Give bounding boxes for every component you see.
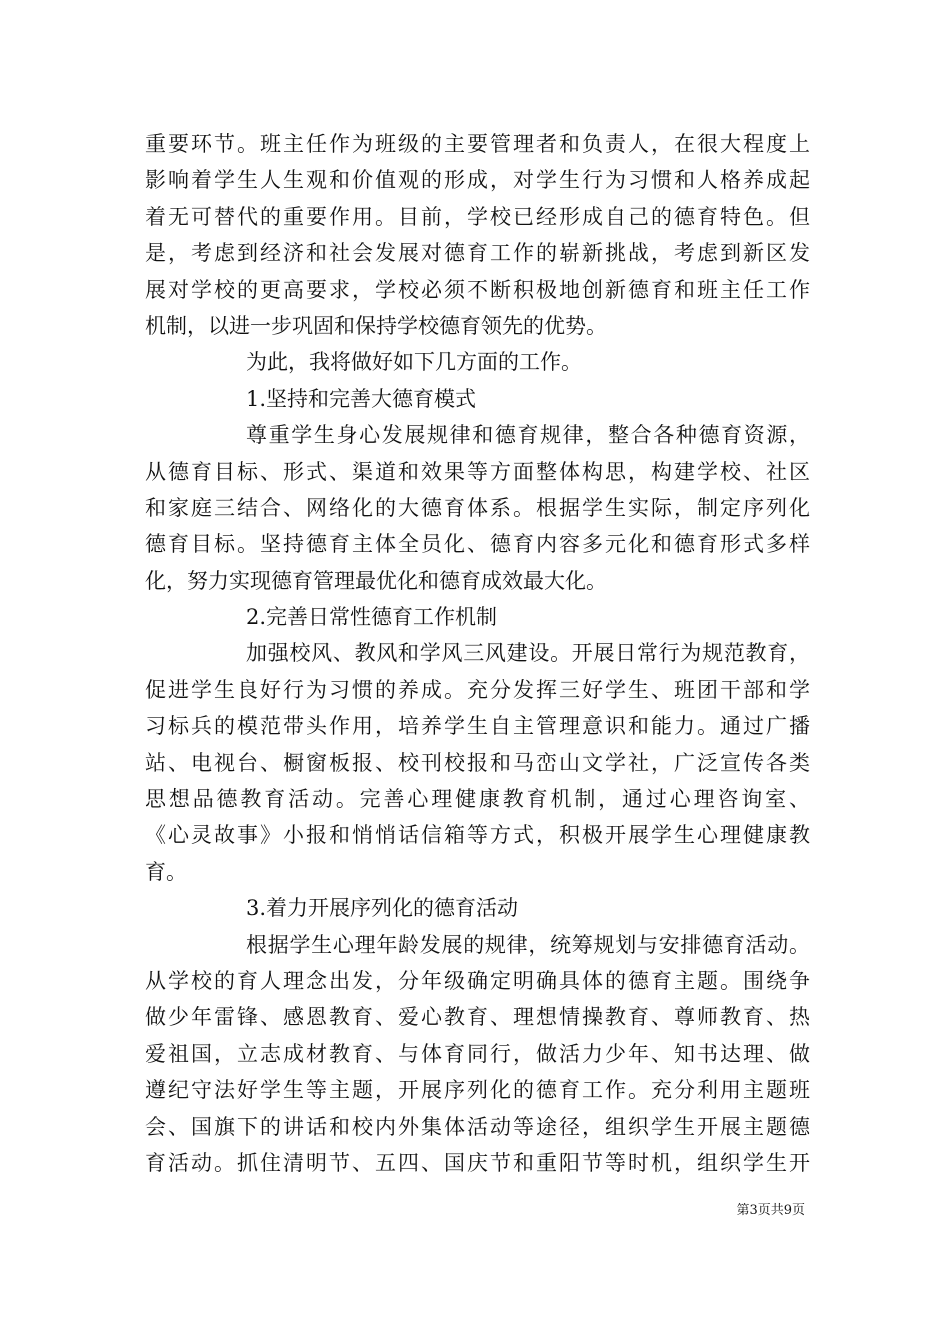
- text-line: 根据学生心理年龄发展的规律，统筹规划与安排德育活动。: [246, 932, 810, 957]
- text-line: 促进学生良好行为习惯的养成。充分发挥三好学生、班团干部和学: [145, 677, 810, 702]
- paragraph: [145, 927, 810, 1182]
- text-line: 1.坚持和完善大德育模式: [246, 386, 477, 411]
- text-line: 重要环节。班主任作为班级的主要管理者和负责人，在很大程度上: [145, 132, 810, 156]
- section-heading: [145, 890, 810, 926]
- paragraph: [145, 126, 810, 344]
- text-line: 育活动。抓住清明节、五四、国庆节和重阳节等时机，组织学生开: [145, 1150, 810, 1175]
- text-line: 和家庭三结合、网络化的大德育体系。根据学生实际，制定序列化: [145, 495, 810, 520]
- text-line: 加强校风、教风和学风三风建设。开展日常行为规范教育，: [246, 641, 810, 666]
- text-line: 做少年雷锋、感恩教育、爱心教育、理想情操教育、尊师教育、热: [145, 1005, 810, 1030]
- text-line: 会、国旗下的讲话和校内外集体活动等途径，组织学生开展主题德: [145, 1114, 810, 1139]
- text-line: 尊重学生身心发展规律和德育规律，整合各种德育资源，: [246, 423, 810, 448]
- paragraph: [145, 417, 810, 599]
- text-line: 《心灵故事》小报和悄悄话信箱等方式，积极开展学生心理健康教: [145, 823, 810, 848]
- text-line: 习标兵的模范带头作用，培养学生自主管理意识和能力。通过广播: [145, 714, 810, 739]
- page-number: 第3页共9页: [736, 1203, 805, 1218]
- text-line: 遵纪守法好学生等主题，开展序列化的德育工作。充分利用主题班: [145, 1078, 810, 1103]
- text-line: 展对学校的更高要求，学校必须不断积极地创新德育和班主任工作: [145, 277, 810, 302]
- text-line: 德育目标。坚持德育主体全员化、德育内容多元化和德育形式多样: [145, 532, 810, 557]
- paragraph: [145, 344, 810, 380]
- text-line: 影响着学生人生观和价值观的形成，对学生行为习惯和人格养成起: [145, 168, 810, 193]
- text-line: 站、电视台、橱窗板报、校刊校报和马峦山文学社，广泛宣传各类: [145, 750, 810, 775]
- text-line: 着无可替代的重要作用。目前，学校已经形成自己的德育特色。但: [145, 204, 810, 229]
- text-line: 从德育目标、形式、渠道和效果等方面整体构思，构建学校、社区: [145, 459, 810, 484]
- text-line: 化，努力实现德育管理最优化和德育成效最大化。: [145, 568, 607, 593]
- text-line: 从学校的育人理念出发，分年级确定明确具体的德育主题。围绕争: [145, 968, 810, 993]
- text-line: 爱祖国，立志成材教育、与体育同行，做活力少年、知书达理、做: [145, 1041, 810, 1066]
- text-line: 2.完善日常性德育工作机制: [246, 605, 498, 630]
- section-heading: [145, 381, 810, 417]
- text-line: 3.着力开展序列化的德育活动: [246, 896, 519, 921]
- body-text: [145, 126, 810, 1181]
- text-line: 为此，我将做好如下几方面的工作。: [246, 350, 582, 375]
- text-line: 育。: [145, 859, 187, 884]
- paragraph: [145, 635, 810, 890]
- text-line: 是，考虑到经济和社会发展对德育工作的崭新挑战，考虑到新区发: [145, 241, 810, 266]
- text-line: 思想品德教育活动。完善心理健康教育机制，通过心理咨询室、: [145, 787, 810, 812]
- text-line: 机制，以进一步巩固和保持学校德育领先的优势。: [145, 313, 607, 338]
- section-heading: [145, 599, 810, 635]
